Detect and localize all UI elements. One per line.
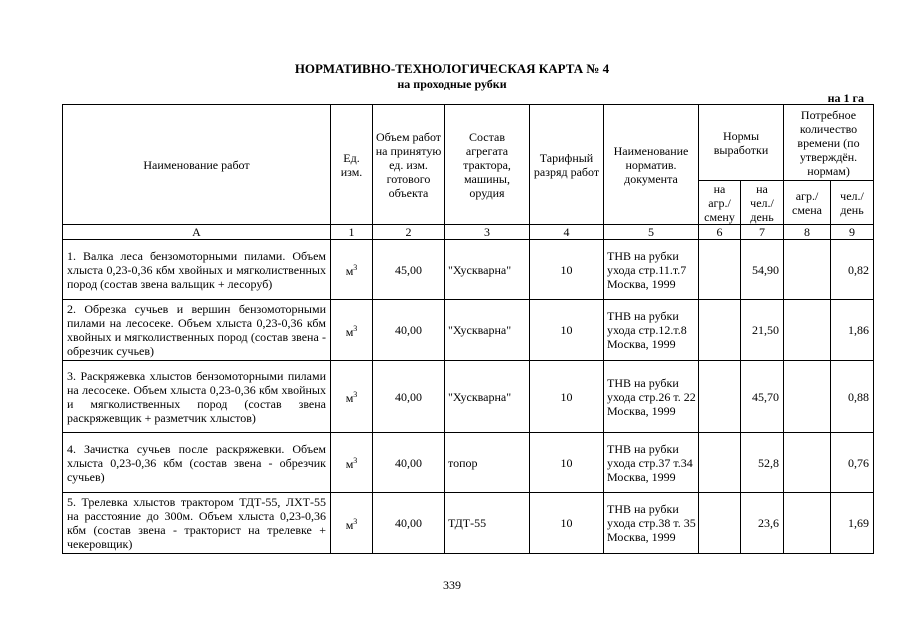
table-row — [63, 240, 874, 300]
unit-superscript: 3 — [353, 516, 358, 526]
need-man-cell: 0,76 — [831, 433, 874, 493]
need-agr-cell — [784, 240, 831, 300]
norm-man-cell: 52,8 — [741, 433, 784, 493]
volume-cell: 40,00 — [373, 433, 445, 493]
norm-agr-cell — [699, 433, 741, 493]
aggregate-cell: "Хускварна" — [445, 361, 530, 433]
header-volume: Объем работ на принятую ед. изм. готового объекта — [373, 105, 445, 225]
header-norms-agr: на агр./ смену — [699, 181, 741, 225]
unit-cell — [331, 493, 373, 554]
header-document: Наименование норматив. документа — [604, 105, 699, 225]
unit-cell — [331, 433, 373, 493]
col-number: А — [63, 225, 331, 240]
aggregate-cell: "Хускварна" — [445, 240, 530, 300]
unit-text: м — [345, 457, 354, 471]
norm-man-cell: 23,6 — [741, 493, 784, 554]
col-number: 2 — [373, 225, 445, 240]
unit-note: на 1 га — [827, 91, 864, 105]
col-number: 1 — [331, 225, 373, 240]
norm-man-cell: 45,70 — [741, 361, 784, 433]
document-cell: ТНВ на рубки ухода стр.11.т.7 Москва, 1999 — [604, 240, 699, 300]
norm-agr-cell — [699, 361, 741, 433]
document-cell: ТНВ на рубки ухода стр.37 т.34 Москва, 1999 — [604, 433, 699, 493]
column-number-row — [63, 225, 874, 240]
col-number: 9 — [831, 225, 874, 240]
volume-cell: 40,00 — [373, 361, 445, 433]
header-norms-man: на чел./ день — [741, 181, 784, 225]
table-row — [63, 433, 874, 493]
unit-cell — [331, 240, 373, 300]
document-cell: ТНВ на рубки ухода стр.12.т.8 Москва, 1999 — [604, 300, 699, 361]
grade-cell: 10 — [530, 493, 604, 554]
document-subtitle: на проходные рубки — [397, 77, 507, 91]
aggregate-cell: топор — [445, 433, 530, 493]
need-man-cell: 0,82 — [831, 240, 874, 300]
work-name: 3. Раскряжевка хлыстов бензомоторными пилами на лесосеке. Объем хлыста 0,23-0,36 кбм хвойных и мягколиственных пород (состав звена раскряжевщик + разметчик хлыстов) — [63, 361, 331, 433]
volume-cell: 40,00 — [373, 300, 445, 361]
unit-cell — [331, 361, 373, 433]
header-need-agr: агр./ смена — [784, 181, 831, 225]
work-name: 5. Трелевка хлыстов трактором ТДТ-55, ЛХТ-55 на расстояние до 300м. Объем хлыста 0,23-0,36 кбм (состав звена - тракторист на трелевке + чекеровщик) — [63, 493, 331, 554]
header-unit: Ед. изм. — [331, 105, 373, 225]
norm-man-cell: 54,90 — [741, 240, 784, 300]
need-agr-cell — [784, 361, 831, 433]
table-row — [63, 493, 874, 554]
grade-cell: 10 — [530, 433, 604, 493]
col-number: 8 — [784, 225, 831, 240]
norm-agr-cell — [699, 493, 741, 554]
grade-cell: 10 — [530, 240, 604, 300]
unit-text: м — [345, 324, 354, 339]
need-man-cell: 1,86 — [831, 300, 874, 361]
work-name: 2. Обрезка сучьев и вершин бензомоторными пилами на лесосеке. Объем хлыста 0,23-0,36 кбм хвойных и мягколиственных пород (состав звена - обрезчик сучьев) — [63, 300, 331, 361]
document-cell: ТНВ на рубки ухода стр.38 т. 35 Москва, 1999 — [604, 493, 699, 554]
unit-superscript: 3 — [353, 323, 358, 333]
table-row — [63, 361, 874, 433]
unit-superscript: 3 — [353, 390, 358, 399]
unit-superscript: 3 — [353, 263, 358, 272]
need-agr-cell — [784, 433, 831, 493]
volume-cell: 40,00 — [373, 493, 445, 554]
document-title: НОРМАТИВНО-ТЕХНОЛОГИЧЕСКАЯ КАРТА № 4 — [294, 61, 610, 76]
col-number: 5 — [604, 225, 699, 240]
header-norms: Нормы выработки — [699, 105, 784, 181]
unit-superscript: 3 — [353, 456, 358, 465]
aggregate-cell: ТДТ-55 — [445, 493, 530, 554]
work-name: 1. Валка леса бензомоторными пилами. Объем хлыста 0,23-0,36 кбм хвойных и мягколиственных пород (состав звена вальщик + лесоруб) — [63, 240, 331, 300]
col-number: 4 — [530, 225, 604, 240]
norm-man-cell: 21,50 — [741, 300, 784, 361]
unit-cell — [331, 300, 373, 361]
col-number: 3 — [445, 225, 530, 240]
table-row — [63, 300, 874, 361]
col-number: 6 — [699, 225, 741, 240]
unit-text: м — [345, 517, 354, 532]
unit-text: м — [345, 391, 354, 405]
need-man-cell: 1,69 — [831, 493, 874, 554]
need-man-cell: 0,88 — [831, 361, 874, 433]
document-cell: ТНВ на рубки ухода стр.26 т. 22 Москва, 1999 — [604, 361, 699, 433]
header-name: Наименование работ — [63, 105, 331, 225]
need-agr-cell — [784, 300, 831, 361]
grade-cell: 10 — [530, 361, 604, 433]
header-aggregate: Состав агрегата трактора, машины, орудия — [445, 105, 530, 225]
work-name: 4. Зачистка сучьев после раскряжевки. Объем хлыста 0,23-0,36 кбм (состав звена - обрезчик сучьев) — [63, 433, 331, 493]
col-number: 7 — [741, 225, 784, 240]
grade-cell: 10 — [530, 300, 604, 361]
header-grade: Тарифный разряд работ — [530, 105, 604, 225]
header-need: Потребное количество времени (по утверждён. нормам) — [784, 105, 874, 181]
page-number: 339 — [443, 578, 461, 592]
unit-text: м — [345, 264, 354, 278]
norm-agr-cell — [699, 300, 741, 361]
aggregate-cell: "Хускварна" — [445, 300, 530, 361]
need-agr-cell — [784, 493, 831, 554]
norm-agr-cell — [699, 240, 741, 300]
norms-table — [62, 104, 874, 554]
volume-cell: 45,00 — [373, 240, 445, 300]
header-need-man: чел./ день — [831, 181, 874, 225]
